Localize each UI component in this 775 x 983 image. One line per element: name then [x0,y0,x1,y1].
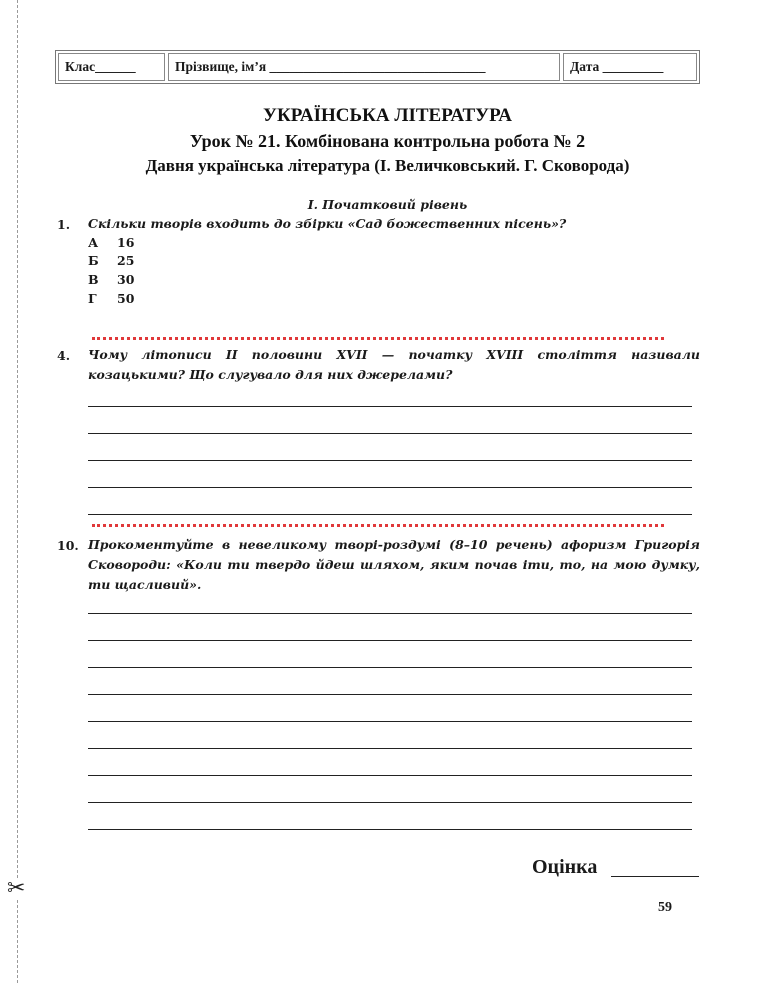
name-blank: ________________________________ [269,59,486,74]
answer-line[interactable] [88,829,692,830]
date-blank: _________ [602,59,664,74]
option-a[interactable] [88,235,134,250]
name-field[interactable] [168,53,560,81]
date-field[interactable] [563,53,697,81]
answer-line[interactable] [88,487,692,488]
answer-line[interactable] [88,640,692,641]
class-field[interactable] [58,53,165,81]
question-4-text: Чому літописи ІІ половини XVII — початку XVIII століття називали козацькими? Що слугувало для них джерелами? [88,347,700,382]
grade-field[interactable] [611,876,699,877]
date-label: Дата [570,59,600,74]
topic-title: Давня українська література (І. Величковський. Г. Сковорода) [145,156,630,175]
option-value: 16 [117,235,135,250]
class-label: Клас [65,59,96,74]
name-label: Прізвище, ім’я [175,59,267,74]
option-letter: В [88,272,99,287]
option-b[interactable] [88,253,134,268]
student-info-table [55,50,700,84]
lesson-title: Урок № 21. Комбінована контрольна робота № 2 [189,131,586,151]
option-value: 30 [117,272,135,287]
question-10-text: Прокоментуйте в невеликому творі-роздумі (8–10 речень) афоризм Григорія Сковороди: «Коли ти твердо йдеш шляхом, яким почав іти, то, на мою думку, ти щасливий». [88,537,700,592]
answer-line[interactable] [88,667,692,668]
class-blank: ______ [95,59,136,74]
section-heading: І. Початковий рівень [307,197,468,212]
scissors-icon: ✂ [7,876,26,901]
answer-line[interactable] [88,460,692,461]
answer-line[interactable] [88,775,692,776]
option-value: 50 [117,291,135,306]
option-c[interactable] [88,272,134,287]
question-4-number: 4. [57,348,71,363]
option-d[interactable] [88,291,134,306]
question-1-number: 1. [57,217,71,232]
section-separator [92,337,664,340]
question-1-text: Скільки творів входить до збірки «Сад божественних пісень»? [88,216,567,231]
answer-line[interactable] [88,721,692,722]
answer-line[interactable] [88,433,692,434]
option-value: 25 [117,253,135,268]
answer-line[interactable] [88,748,692,749]
section-separator [92,524,664,527]
answer-line[interactable] [88,613,692,614]
grade-label: Оцінка [532,856,598,878]
question-10-number: 10. [57,538,79,553]
answer-line[interactable] [88,406,692,407]
answer-line[interactable] [88,694,692,695]
answer-line[interactable] [88,514,692,515]
option-letter: А [88,235,99,250]
answer-line[interactable] [88,802,692,803]
option-letter: Г [88,291,97,306]
option-letter: Б [88,253,99,268]
subject-title: УКРАЇНСЬКА ЛІТЕРАТУРА [263,105,512,126]
page-number: 59 [658,900,672,915]
